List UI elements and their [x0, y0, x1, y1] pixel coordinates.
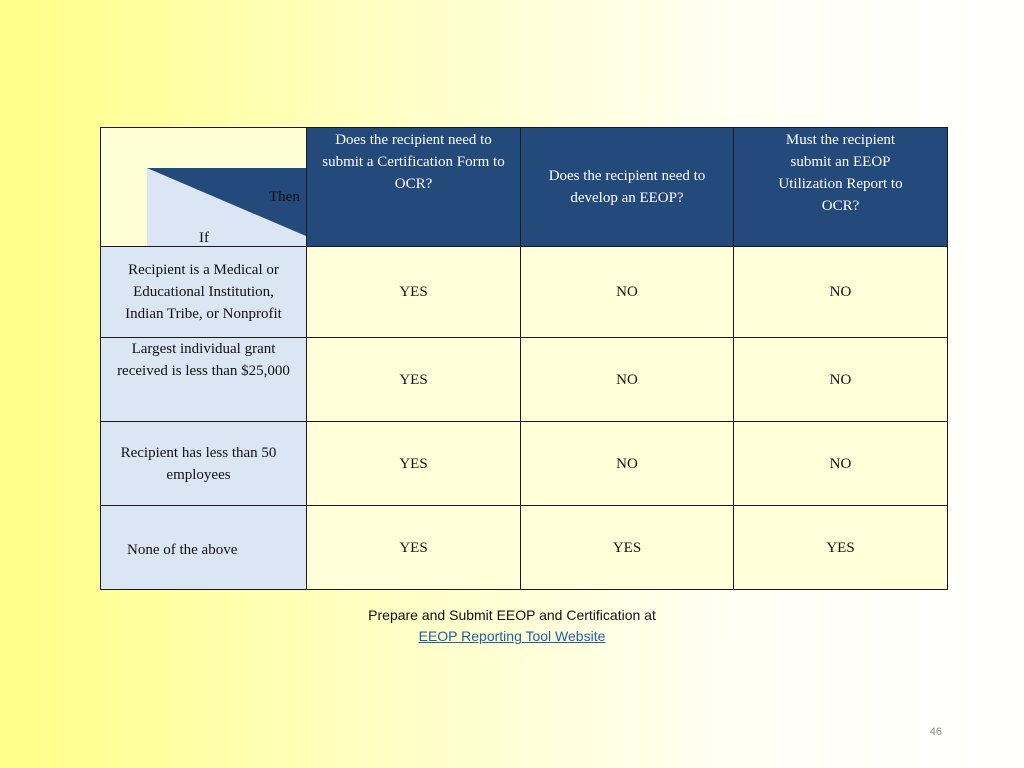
condition-none-of-above — [101, 506, 307, 590]
condition-grant-amount — [101, 338, 307, 422]
header-certification-form — [307, 128, 521, 247]
answer-develop-eeop: NO — [521, 247, 734, 338]
table-row — [101, 506, 948, 590]
eeop-reporting-tool-link[interactable]: EEOP Reporting Tool Website — [418, 628, 606, 644]
then-label: Then — [269, 189, 300, 205]
table-row — [101, 247, 948, 338]
answer-certification: YES — [307, 506, 521, 590]
header-utilization-report-text: Must the recipient submit an EEOP Utilization Report to OCR? — [778, 132, 903, 214]
table-row — [101, 422, 948, 506]
if-label: If — [199, 230, 209, 246]
header-certification-form-text: Does the recipient need to submit a Certification Form to OCR? — [322, 132, 505, 192]
answer-develop-eeop: NO — [521, 422, 734, 506]
header-row — [101, 128, 948, 247]
answer-develop-eeop: YES — [521, 506, 734, 590]
answer-utilization-report: NO — [734, 422, 948, 506]
answer-certification: YES — [307, 338, 521, 422]
header-develop-eeop — [521, 128, 734, 247]
table-row — [101, 338, 948, 422]
eeop-requirements-table — [100, 127, 948, 590]
answer-utilization-report: NO — [734, 338, 948, 422]
answer-utilization-report: YES — [734, 506, 948, 590]
condition-text: None of the above — [127, 541, 238, 558]
footer-note — [0, 605, 1024, 647]
condition-text: Recipient has less than 50 employees — [120, 444, 277, 483]
footer-instruction: Prepare and Submit EEOP and Certification at — [368, 607, 656, 623]
condition-institution — [101, 247, 307, 338]
answer-certification: YES — [307, 247, 521, 338]
header-develop-eeop-text: Does the recipient need to develop an EEOP? — [548, 168, 706, 206]
page-number: 46 — [929, 726, 942, 738]
answer-develop-eeop: NO — [521, 338, 734, 422]
answer-certification: YES — [307, 422, 521, 506]
header-utilization-report — [734, 128, 948, 247]
answer-utilization-report: NO — [734, 247, 948, 338]
corner-cell — [101, 128, 307, 247]
condition-text: Recipient is a Medical or Educational Institution, Indian Tribe, or Nonprofit — [125, 262, 282, 322]
condition-employee-count — [101, 422, 307, 506]
condition-text: Largest individual grant received is less than $25,000 — [117, 341, 290, 379]
